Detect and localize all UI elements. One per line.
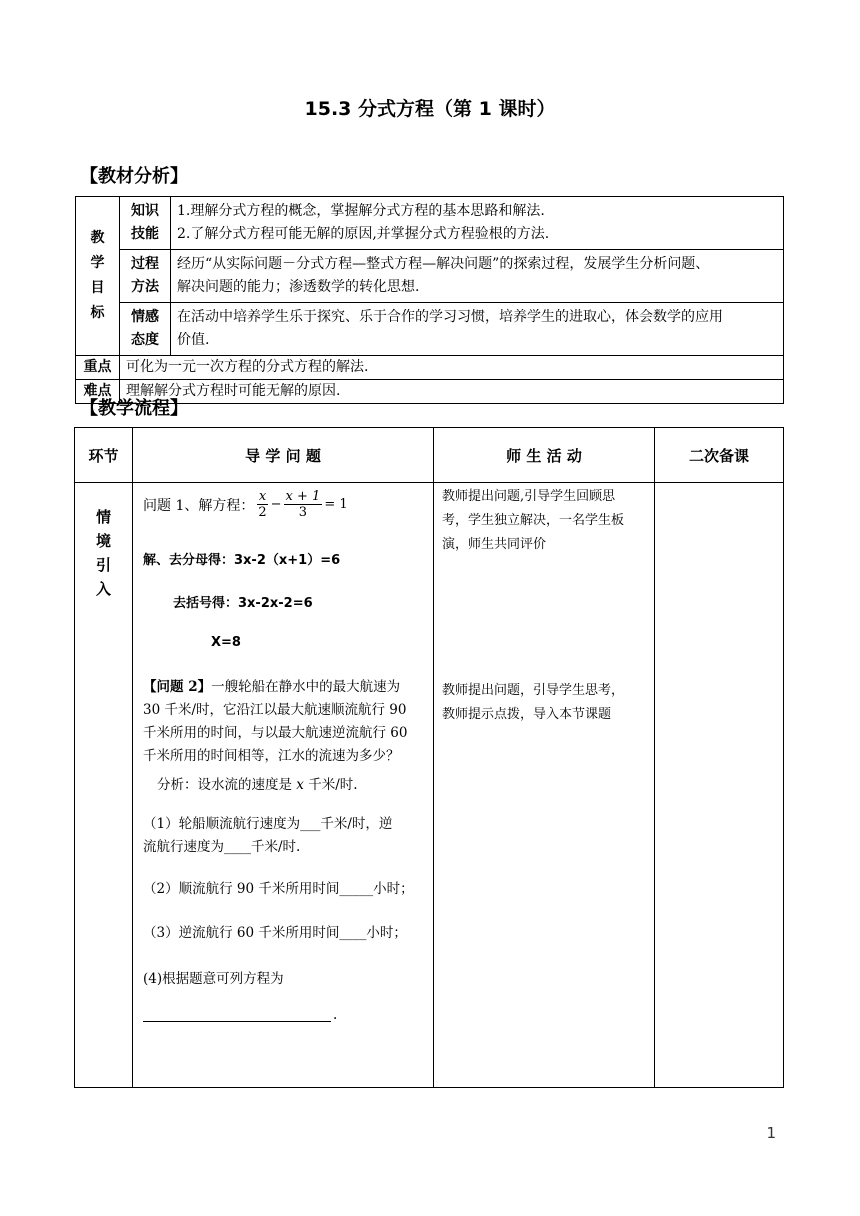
problem-2-tag: 【问题 2】 bbox=[143, 679, 212, 695]
problem-2-line: 一艘轮船在静水中的最大航速为 bbox=[211, 679, 401, 695]
goal-text bbox=[171, 303, 784, 356]
section-heading-analysis: 【教材分析】 bbox=[80, 166, 188, 187]
goal-text bbox=[171, 250, 784, 303]
goals-label-char: 目 bbox=[90, 280, 105, 296]
stage-char: 引 bbox=[95, 556, 111, 574]
question-3: （3）逆流航行 60 千米所用时间____小时； bbox=[143, 925, 407, 941]
difficulty-text: 理解解分式方程时可能无解的原因. bbox=[120, 380, 784, 404]
page-title: 15.3 分式方程（第 1 课时） bbox=[304, 98, 556, 120]
goal-category bbox=[120, 197, 171, 250]
activity-line: 教师提出问题,引导学生回顾思 bbox=[442, 489, 616, 504]
goal-line: 1.理解分式方程的概念，掌握解分式方程的基本思路和解法. bbox=[177, 203, 545, 219]
second-prep-cell bbox=[655, 483, 784, 1088]
solution-step-2: 去括号得：3x-2x-2=6 bbox=[173, 596, 313, 611]
solution-step-3: X=8 bbox=[211, 635, 241, 650]
activity-2 bbox=[442, 679, 650, 727]
goal-category bbox=[120, 250, 171, 303]
analysis-prefix: 分析：设水流的速度是 bbox=[157, 777, 297, 793]
problem-1 bbox=[143, 489, 348, 520]
stage-char: 入 bbox=[95, 580, 111, 598]
goal-category-line: 方法 bbox=[131, 279, 159, 295]
goals-label-char: 标 bbox=[90, 305, 105, 321]
goal-category-line: 知识 bbox=[131, 203, 159, 219]
goal-category-line: 技能 bbox=[131, 226, 159, 242]
header-guide-questions: 导 学 问 题 bbox=[133, 428, 434, 483]
activity-line: 教师提示点拨，导入本节课题 bbox=[442, 707, 612, 722]
flow-table bbox=[74, 427, 784, 1088]
guide-questions-cell bbox=[133, 483, 434, 1088]
problem-2-line: 千米所用的时间，与以最大航速逆流航行 60 bbox=[143, 725, 408, 741]
answer-blank-line bbox=[143, 1021, 331, 1022]
problem-2-line: 30 千米/时，它沿江以最大航速顺流航行 90 bbox=[143, 702, 407, 718]
analysis bbox=[157, 773, 358, 793]
analysis-suffix: 千米/时. bbox=[303, 777, 358, 793]
problem-2-line: 千米所用的时间相等，江水的流速为多少？ bbox=[143, 748, 400, 764]
key-point-label: 重点 bbox=[76, 356, 120, 380]
question-1 bbox=[143, 813, 428, 859]
fraction-denominator: 3 bbox=[298, 505, 308, 520]
header-second-prep: 二次备课 bbox=[655, 428, 784, 483]
fraction-numerator: x bbox=[258, 489, 267, 504]
activities-cell bbox=[434, 483, 655, 1088]
goal-line: 解决问题的能力；渗透数学的转化思想. bbox=[177, 279, 420, 295]
header-activities: 师 生 活 动 bbox=[434, 428, 655, 483]
question-2: （2）顺流航行 90 千米所用时间_____小时； bbox=[143, 881, 414, 897]
fraction-denominator: 2 bbox=[258, 505, 267, 520]
goal-category-line: 情感 bbox=[131, 309, 159, 325]
fraction-numerator: x + 1 bbox=[285, 489, 321, 504]
section-heading-flow: 【教学流程】 bbox=[80, 398, 188, 419]
goal-line: 在活动中培养学生乐于探究、乐于合作的学习习惯，培养学生的进取心，体会数学的应用 bbox=[177, 309, 723, 325]
activity-line: 教师提出问题，引导学生思考， bbox=[442, 683, 625, 698]
header-stage: 环节 bbox=[75, 428, 133, 483]
answer-blank-period: . bbox=[333, 1007, 338, 1023]
problem-1-prefix: 问题 1、解方程： bbox=[143, 497, 255, 514]
minus-sign: − bbox=[270, 497, 282, 512]
key-point-text: 可化为一元一次方程的分式方程的解法. bbox=[120, 356, 784, 380]
analysis-variable: x bbox=[296, 777, 304, 793]
goal-text bbox=[171, 197, 784, 250]
goal-category-line: 过程 bbox=[131, 256, 159, 272]
question-1-line: （1）轮船顺流航行速度为___千米/时，逆 bbox=[143, 816, 393, 832]
problem-2 bbox=[143, 676, 428, 768]
activity-line: 演，师生共同评价 bbox=[442, 537, 547, 552]
fraction-x-plus-1-over-3 bbox=[284, 489, 323, 520]
goal-category-line: 态度 bbox=[131, 332, 159, 348]
stage-char: 情 bbox=[95, 508, 111, 526]
goal-line: 价值. bbox=[177, 332, 210, 348]
activity-line: 考，学生独立解决，一名学生板 bbox=[442, 513, 625, 528]
goal-line: 2.了解分式方程可能无解的原因,并掌握分式方程验根的方法. bbox=[177, 226, 550, 242]
equation-rhs: = 1 bbox=[324, 497, 348, 512]
difficulty-label: 难点 bbox=[76, 380, 120, 404]
goal-category bbox=[120, 303, 171, 356]
goals-label bbox=[76, 197, 120, 356]
fraction-x-over-2 bbox=[256, 489, 268, 520]
stage-label bbox=[75, 483, 133, 1088]
page-number: 1 bbox=[766, 1124, 776, 1142]
goal-line: 经历“从实际问题－分式方程—整式方程—解决问题”的探索过程，发展学生分析问题、 bbox=[177, 256, 710, 272]
analysis-table bbox=[75, 196, 784, 404]
activity-1 bbox=[442, 485, 650, 557]
question-1-line: 流航行速度为____千米/时. bbox=[143, 839, 301, 855]
solution-step-1: 解、去分母得：3x-2（x+1）=6 bbox=[143, 553, 341, 568]
question-4: (4)根据题意可列方程为 bbox=[143, 971, 284, 987]
goals-label-char: 学 bbox=[90, 255, 105, 271]
stage-char: 境 bbox=[95, 532, 111, 550]
goals-label-char: 教 bbox=[90, 230, 105, 246]
